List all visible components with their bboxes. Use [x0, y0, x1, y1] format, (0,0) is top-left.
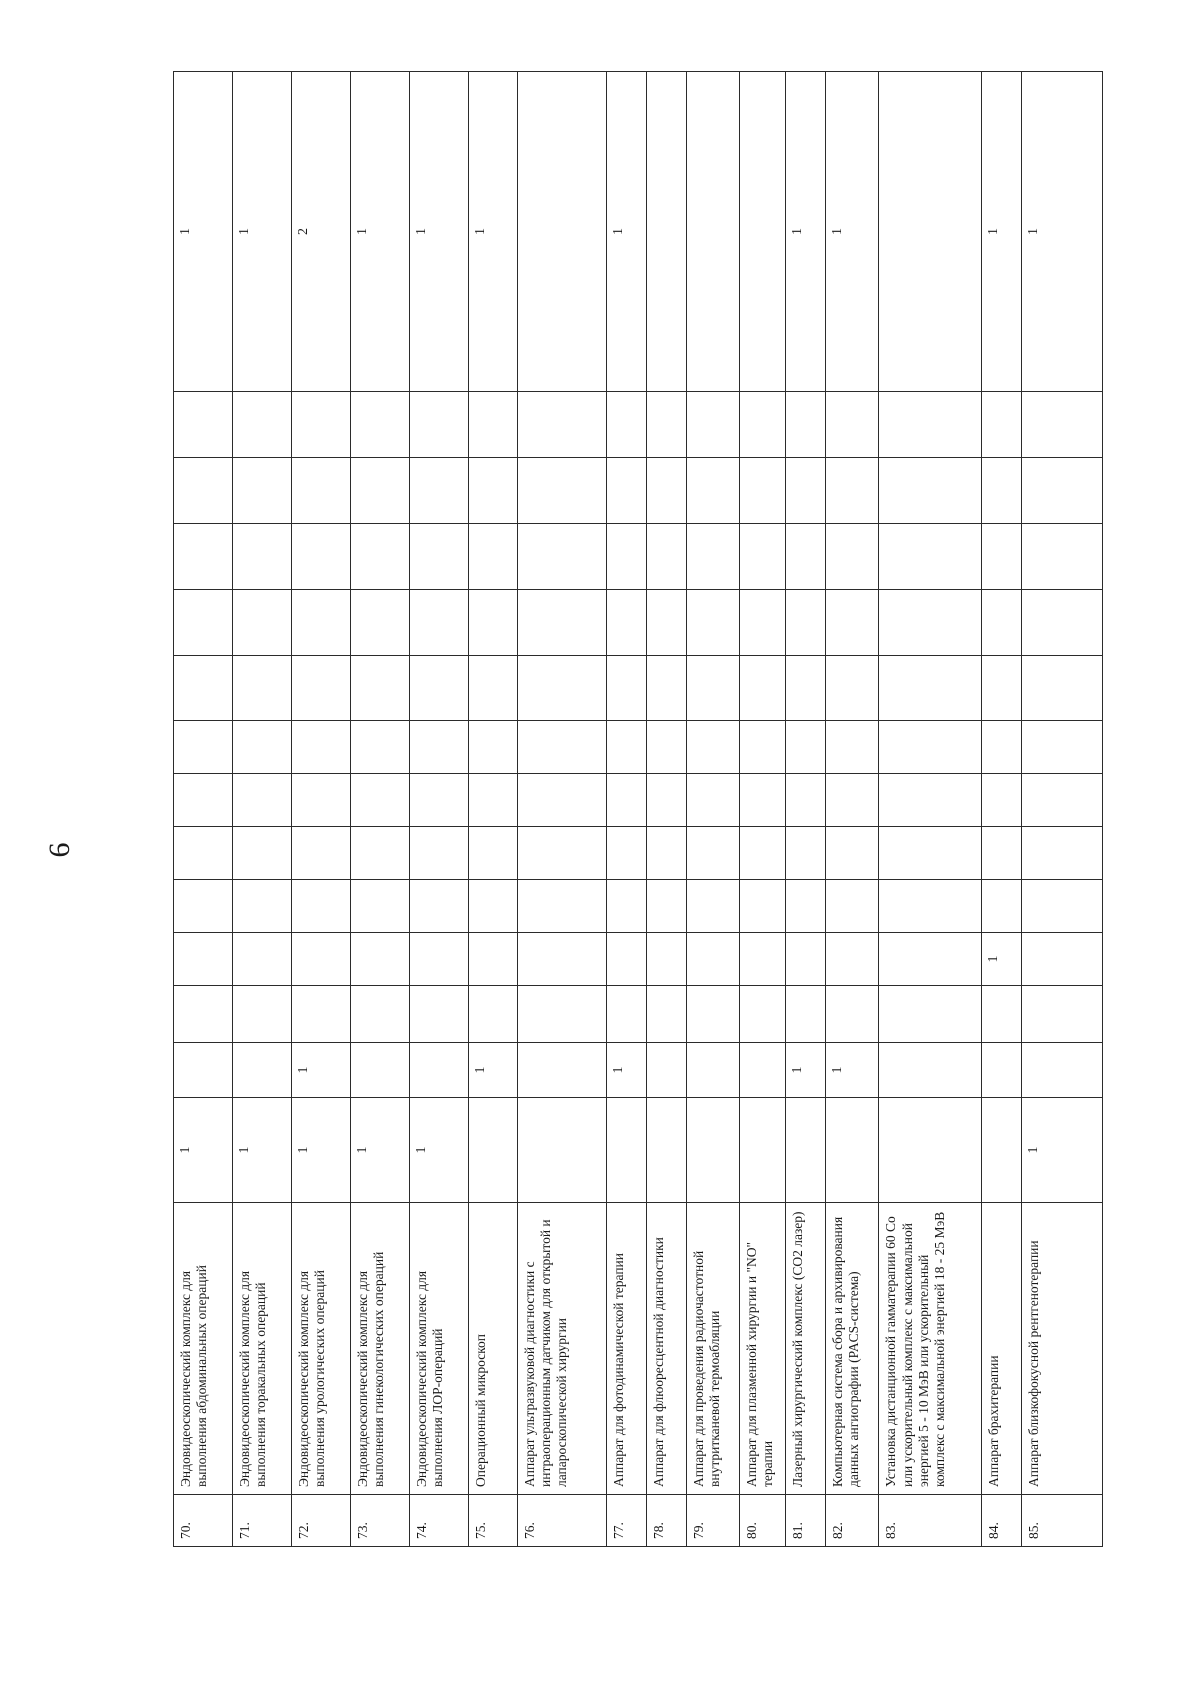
- quantity-cell: [174, 774, 233, 827]
- quantity-cell: [409, 656, 468, 721]
- row-number: 78.: [646, 1495, 686, 1547]
- quantity-cell: [981, 774, 1021, 827]
- quantity-cell: [826, 721, 879, 774]
- quantity-cell: [786, 1098, 826, 1203]
- quantity-cell: [786, 590, 826, 656]
- quantity-cell: [174, 1043, 233, 1098]
- quantity-cell: [686, 986, 739, 1043]
- quantity-cell: [826, 933, 879, 986]
- quantity-cell: [232, 458, 291, 524]
- page-number: 6: [43, 842, 76, 858]
- quantity-cell: [879, 721, 981, 774]
- table-row: [291, 72, 350, 1547]
- quantity-cell: [1021, 933, 1102, 986]
- table-row: [740, 72, 786, 1547]
- quantity-cell: [786, 656, 826, 721]
- table-row: [468, 72, 517, 1547]
- quantity-cell: [409, 392, 468, 458]
- quantity-cell: [686, 933, 739, 986]
- row-number: 85.: [1021, 1495, 1102, 1547]
- total-cell: 1: [1021, 72, 1102, 392]
- equipment-name: Эндовидеоскопический комплекс для выполнения абдоминальных операций: [174, 1203, 233, 1495]
- quantity-cell: [606, 524, 646, 590]
- quantity-cell: [232, 590, 291, 656]
- quantity-cell: [468, 933, 517, 986]
- quantity-cell: [646, 392, 686, 458]
- quantity-cell: [740, 656, 786, 721]
- total-cell: 1: [826, 72, 879, 392]
- quantity-cell: [409, 1043, 468, 1098]
- quantity-cell: [1021, 827, 1102, 880]
- quantity-cell: [232, 827, 291, 880]
- quantity-cell: [826, 590, 879, 656]
- quantity-cell: [1021, 524, 1102, 590]
- quantity-cell: [468, 880, 517, 933]
- quantity-cell: [740, 590, 786, 656]
- table-row: [232, 72, 291, 1547]
- quantity-cell: [686, 774, 739, 827]
- quantity-cell: [646, 827, 686, 880]
- quantity-cell: [646, 458, 686, 524]
- total-cell: [879, 72, 981, 392]
- quantity-cell: [517, 774, 606, 827]
- quantity-cell: [740, 986, 786, 1043]
- quantity-cell: [686, 590, 739, 656]
- row-number: 72.: [291, 1495, 350, 1547]
- quantity-cell: [646, 933, 686, 986]
- row-number: 75.: [468, 1495, 517, 1547]
- quantity-cell: [786, 721, 826, 774]
- quantity-cell: 1: [826, 1043, 879, 1098]
- quantity-cell: [981, 590, 1021, 656]
- quantity-cell: [517, 986, 606, 1043]
- quantity-cell: [291, 392, 350, 458]
- quantity-cell: [1021, 590, 1102, 656]
- quantity-cell: [786, 458, 826, 524]
- quantity-cell: [740, 827, 786, 880]
- quantity-cell: [606, 392, 646, 458]
- quantity-cell: [981, 986, 1021, 1043]
- quantity-cell: [981, 1043, 1021, 1098]
- quantity-cell: [646, 1098, 686, 1203]
- quantity-cell: 1: [981, 933, 1021, 986]
- quantity-cell: [826, 458, 879, 524]
- quantity-cell: [740, 933, 786, 986]
- quantity-cell: [686, 458, 739, 524]
- quantity-cell: [879, 1098, 981, 1203]
- table-body: [174, 72, 1103, 1547]
- quantity-cell: [981, 458, 1021, 524]
- quantity-cell: [517, 1098, 606, 1203]
- quantity-cell: [232, 1043, 291, 1098]
- total-cell: 1: [409, 72, 468, 392]
- quantity-cell: [350, 933, 409, 986]
- quantity-cell: [606, 986, 646, 1043]
- quantity-cell: [232, 774, 291, 827]
- quantity-cell: [879, 933, 981, 986]
- quantity-cell: [517, 458, 606, 524]
- quantity-cell: [350, 986, 409, 1043]
- quantity-cell: [468, 524, 517, 590]
- quantity-cell: 1: [1021, 1098, 1102, 1203]
- quantity-cell: 1: [291, 1043, 350, 1098]
- quantity-cell: [981, 656, 1021, 721]
- quantity-cell: [606, 774, 646, 827]
- quantity-cell: [291, 524, 350, 590]
- quantity-cell: [686, 880, 739, 933]
- quantity-cell: [468, 827, 517, 880]
- quantity-cell: [291, 590, 350, 656]
- quantity-cell: [468, 1098, 517, 1203]
- quantity-cell: [468, 392, 517, 458]
- total-cell: 1: [606, 72, 646, 392]
- quantity-cell: [468, 590, 517, 656]
- quantity-cell: 1: [350, 1098, 409, 1203]
- total-cell: 1: [786, 72, 826, 392]
- quantity-cell: [1021, 986, 1102, 1043]
- quantity-cell: [740, 1098, 786, 1203]
- quantity-cell: [232, 986, 291, 1043]
- equipment-name: Эндовидеоскопический комплекс для выполнения ЛОР-операций: [409, 1203, 468, 1495]
- equipment-name: Аппарат для плазменной хирургии и "NO" терапии: [740, 1203, 786, 1495]
- equipment-name: Установка дистанционной гамматерапии 60 Co или ускорительный комплекс с максимальной энергией 5 - 10 МэВ или ускорительный комплекс с максимальной энергией 18 - 25 МэВ: [879, 1203, 981, 1495]
- table-row: [350, 72, 409, 1547]
- quantity-cell: [174, 986, 233, 1043]
- quantity-cell: [1021, 774, 1102, 827]
- quantity-cell: [291, 656, 350, 721]
- quantity-cell: [468, 721, 517, 774]
- quantity-cell: [232, 721, 291, 774]
- quantity-cell: [409, 721, 468, 774]
- total-cell: [517, 72, 606, 392]
- row-number: 74.: [409, 1495, 468, 1547]
- equipment-name: Эндовидеоскопический комплекс для выполнения гинекологических операций: [350, 1203, 409, 1495]
- quantity-cell: [786, 933, 826, 986]
- quantity-cell: [409, 458, 468, 524]
- table-row: [786, 72, 826, 1547]
- quantity-cell: [879, 392, 981, 458]
- quantity-cell: [740, 458, 786, 524]
- quantity-cell: [1021, 656, 1102, 721]
- quantity-cell: [291, 774, 350, 827]
- quantity-cell: [879, 986, 981, 1043]
- quantity-cell: 1: [606, 1043, 646, 1098]
- quantity-cell: [517, 590, 606, 656]
- table-row: [606, 72, 646, 1547]
- quantity-cell: [686, 721, 739, 774]
- quantity-cell: [879, 524, 981, 590]
- total-cell: 1: [468, 72, 517, 392]
- equipment-table-wrapper: [173, 172, 1103, 1547]
- quantity-cell: [826, 392, 879, 458]
- quantity-cell: [686, 524, 739, 590]
- quantity-cell: [646, 774, 686, 827]
- quantity-cell: [826, 1098, 879, 1203]
- quantity-cell: [409, 590, 468, 656]
- quantity-cell: [1021, 458, 1102, 524]
- row-number: 77.: [606, 1495, 646, 1547]
- quantity-cell: [879, 656, 981, 721]
- quantity-cell: [232, 524, 291, 590]
- quantity-cell: [409, 933, 468, 986]
- quantity-cell: [517, 392, 606, 458]
- quantity-cell: [409, 880, 468, 933]
- quantity-cell: [740, 721, 786, 774]
- quantity-cell: [232, 656, 291, 721]
- quantity-cell: [350, 721, 409, 774]
- equipment-name: Операционный микроскоп: [468, 1203, 517, 1495]
- quantity-cell: [174, 721, 233, 774]
- quantity-cell: [606, 1098, 646, 1203]
- total-cell: 1: [981, 72, 1021, 392]
- equipment-name: Аппарат для проведения радиочастотной внутритканевой термоабляции: [686, 1203, 739, 1495]
- quantity-cell: [981, 524, 1021, 590]
- equipment-table: [173, 71, 1103, 1547]
- quantity-cell: [786, 524, 826, 590]
- table-row: [409, 72, 468, 1547]
- row-number: 81.: [786, 1495, 826, 1547]
- quantity-cell: [826, 880, 879, 933]
- equipment-name: Компьютерная система сбора и архивирования данных ангиографии (PACS-система): [826, 1203, 879, 1495]
- quantity-cell: [606, 933, 646, 986]
- quantity-cell: [786, 880, 826, 933]
- quantity-cell: [517, 524, 606, 590]
- quantity-cell: [409, 827, 468, 880]
- quantity-cell: [350, 827, 409, 880]
- quantity-cell: [517, 721, 606, 774]
- quantity-cell: [174, 392, 233, 458]
- row-number: 73.: [350, 1495, 409, 1547]
- quantity-cell: [646, 590, 686, 656]
- quantity-cell: [350, 524, 409, 590]
- quantity-cell: [646, 524, 686, 590]
- quantity-cell: [826, 656, 879, 721]
- quantity-cell: [350, 590, 409, 656]
- quantity-cell: [232, 392, 291, 458]
- quantity-cell: [409, 986, 468, 1043]
- quantity-cell: [646, 656, 686, 721]
- quantity-cell: 1: [409, 1098, 468, 1203]
- equipment-name: Эндовидеоскопический комплекс для выполнения урологических операций: [291, 1203, 350, 1495]
- quantity-cell: [174, 524, 233, 590]
- quantity-cell: [517, 827, 606, 880]
- row-number: 71.: [232, 1495, 291, 1547]
- quantity-cell: [786, 392, 826, 458]
- equipment-name: Аппарат близкофокусной рентгенотерапии: [1021, 1203, 1102, 1495]
- quantity-cell: [879, 880, 981, 933]
- quantity-cell: [606, 590, 646, 656]
- quantity-cell: [606, 721, 646, 774]
- quantity-cell: [174, 590, 233, 656]
- quantity-cell: [291, 986, 350, 1043]
- quantity-cell: [786, 774, 826, 827]
- quantity-cell: [1021, 880, 1102, 933]
- quantity-cell: [1021, 392, 1102, 458]
- table-row: [981, 72, 1021, 1547]
- quantity-cell: [468, 458, 517, 524]
- table-row: [517, 72, 606, 1547]
- quantity-cell: [517, 1043, 606, 1098]
- quantity-cell: [350, 392, 409, 458]
- table-row: [686, 72, 739, 1547]
- quantity-cell: [786, 827, 826, 880]
- total-cell: 1: [350, 72, 409, 392]
- equipment-name: Аппарат ультразвуковой диагностики с интраоперационным датчиком для открытой и лапароскопической хирургии: [517, 1203, 606, 1495]
- quantity-cell: [981, 880, 1021, 933]
- quantity-cell: [517, 880, 606, 933]
- quantity-cell: [826, 827, 879, 880]
- quantity-cell: [350, 458, 409, 524]
- total-cell: [740, 72, 786, 392]
- quantity-cell: [646, 986, 686, 1043]
- quantity-cell: [409, 524, 468, 590]
- quantity-cell: [879, 458, 981, 524]
- quantity-cell: [740, 880, 786, 933]
- quantity-cell: [350, 656, 409, 721]
- quantity-cell: [879, 827, 981, 880]
- quantity-cell: [174, 827, 233, 880]
- table-row: [879, 72, 981, 1547]
- quantity-cell: [740, 524, 786, 590]
- table-row: [826, 72, 879, 1547]
- quantity-cell: [740, 1043, 786, 1098]
- quantity-cell: [686, 1098, 739, 1203]
- quantity-cell: [291, 827, 350, 880]
- quantity-cell: [826, 524, 879, 590]
- quantity-cell: 1: [291, 1098, 350, 1203]
- quantity-cell: [350, 774, 409, 827]
- row-number: 83.: [879, 1495, 981, 1547]
- quantity-cell: [826, 774, 879, 827]
- quantity-cell: [786, 986, 826, 1043]
- quantity-cell: [981, 392, 1021, 458]
- quantity-cell: [879, 590, 981, 656]
- quantity-cell: [879, 1043, 981, 1098]
- quantity-cell: [1021, 721, 1102, 774]
- table-row: [174, 72, 233, 1547]
- quantity-cell: [740, 774, 786, 827]
- quantity-cell: 1: [468, 1043, 517, 1098]
- quantity-cell: [350, 1043, 409, 1098]
- quantity-cell: 1: [232, 1098, 291, 1203]
- total-cell: 1: [232, 72, 291, 392]
- quantity-cell: [1021, 1043, 1102, 1098]
- quantity-cell: [517, 933, 606, 986]
- quantity-cell: [686, 656, 739, 721]
- quantity-cell: [981, 1098, 1021, 1203]
- quantity-cell: [517, 656, 606, 721]
- row-number: 80.: [740, 1495, 786, 1547]
- row-number: 82.: [826, 1495, 879, 1547]
- quantity-cell: [291, 880, 350, 933]
- quantity-cell: [826, 986, 879, 1043]
- quantity-cell: [291, 458, 350, 524]
- quantity-cell: [174, 458, 233, 524]
- quantity-cell: 1: [786, 1043, 826, 1098]
- quantity-cell: [409, 774, 468, 827]
- quantity-cell: [686, 392, 739, 458]
- table-row: [1021, 72, 1102, 1547]
- quantity-cell: [232, 880, 291, 933]
- quantity-cell: [606, 458, 646, 524]
- quantity-cell: [686, 827, 739, 880]
- quantity-cell: [646, 880, 686, 933]
- equipment-name: Аппарат брахитерапии: [981, 1203, 1021, 1495]
- row-number: 84.: [981, 1495, 1021, 1547]
- total-cell: 2: [291, 72, 350, 392]
- quantity-cell: [174, 933, 233, 986]
- quantity-cell: [174, 880, 233, 933]
- total-cell: [686, 72, 739, 392]
- quantity-cell: [606, 656, 646, 721]
- quantity-cell: [232, 933, 291, 986]
- quantity-cell: [350, 880, 409, 933]
- quantity-cell: [468, 656, 517, 721]
- quantity-cell: [646, 1043, 686, 1098]
- row-number: 70.: [174, 1495, 233, 1547]
- quantity-cell: [468, 774, 517, 827]
- quantity-cell: [686, 1043, 739, 1098]
- quantity-cell: [740, 392, 786, 458]
- quantity-cell: [291, 721, 350, 774]
- row-number: 76.: [517, 1495, 606, 1547]
- equipment-name: Лазерный хирургический комплекс (CO2 лазер): [786, 1203, 826, 1495]
- quantity-cell: [291, 933, 350, 986]
- quantity-cell: [606, 827, 646, 880]
- table-row: [646, 72, 686, 1547]
- total-cell: [646, 72, 686, 392]
- equipment-name: Аппарат для флюоресцентной диагностики: [646, 1203, 686, 1495]
- quantity-cell: [606, 880, 646, 933]
- equipment-name: Эндовидеоскопический комплекс для выполнения торакальных операций: [232, 1203, 291, 1495]
- quantity-cell: [879, 774, 981, 827]
- quantity-cell: [981, 827, 1021, 880]
- equipment-name: Аппарат для фотодинамической терапии: [606, 1203, 646, 1495]
- total-cell: 1: [174, 72, 233, 392]
- quantity-cell: 1: [174, 1098, 233, 1203]
- quantity-cell: [174, 656, 233, 721]
- quantity-cell: [646, 721, 686, 774]
- quantity-cell: [981, 721, 1021, 774]
- quantity-cell: [468, 986, 517, 1043]
- row-number: 79.: [686, 1495, 739, 1547]
